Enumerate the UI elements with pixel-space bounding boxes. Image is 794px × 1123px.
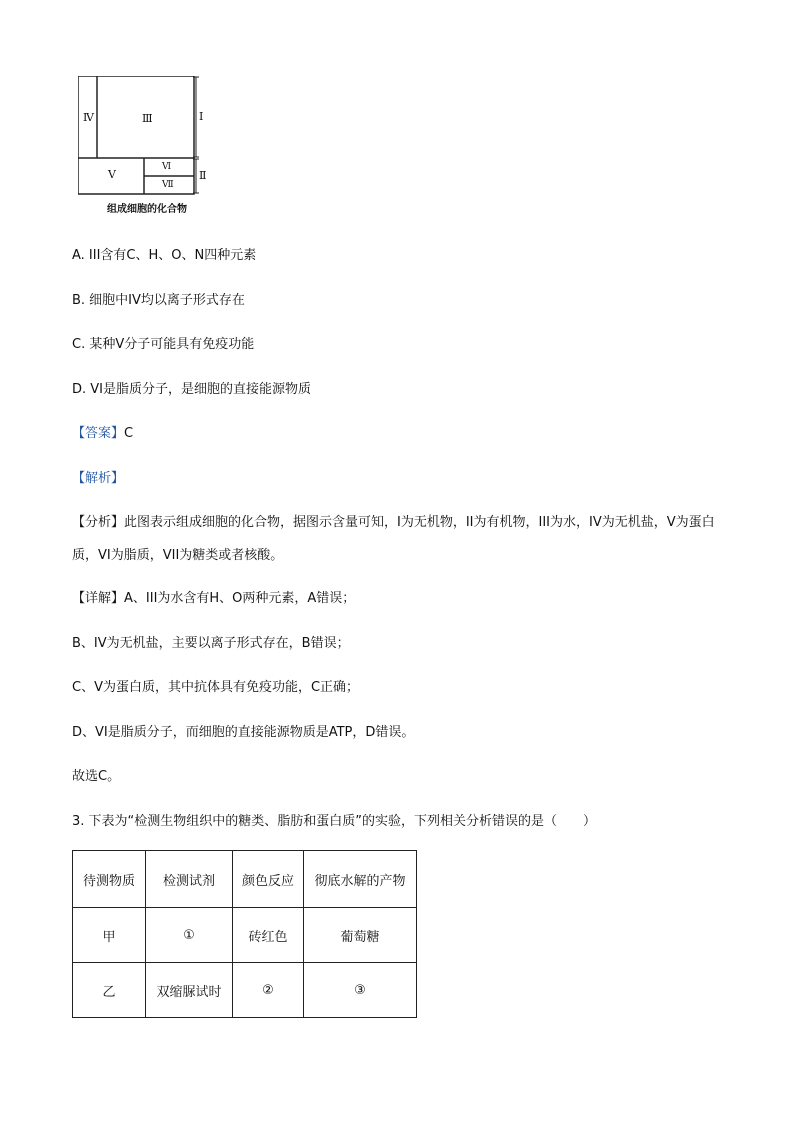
table-cell: ② xyxy=(233,963,304,1018)
compound-diagram xyxy=(78,76,218,216)
option-c: C. 某种V分子可能具有免疫功能 xyxy=(72,337,255,352)
diagram-caption: 组成细胞的化合物 xyxy=(107,204,187,215)
header-cell: 彻底水解的产物 xyxy=(304,851,417,908)
table-cell: 砖红色 xyxy=(233,908,304,963)
table-row xyxy=(73,908,417,963)
label-vi: Ⅵ xyxy=(162,162,172,172)
label-i: Ⅰ xyxy=(199,110,204,123)
table-cell: 乙 xyxy=(73,963,146,1018)
xiangjie-b: B、IV为无机盐，主要以离子形式存在，B错误； xyxy=(72,636,350,651)
analysis-heading xyxy=(72,471,124,487)
conclusion: 故选C。 xyxy=(72,769,121,784)
option-d: D. VI是脂质分子，是细胞的直接能源物质 xyxy=(72,382,312,397)
label-v: Ⅴ xyxy=(108,168,116,181)
label-vii: Ⅶ xyxy=(162,180,174,190)
label-ii: Ⅱ xyxy=(199,169,207,182)
xiangjie-a-text: A、III为水含有H、O两种元素，A错误； xyxy=(124,591,356,606)
question-3: 3. 下表为“检测生物组织中的糖类、脂肪和蛋白质”的实验，下列相关分析错误的是（ ） xyxy=(72,814,597,829)
xiangjie-c: C、V为蛋白质，其中抗体具有免疫功能，C正确； xyxy=(72,680,360,695)
answer-tag: 【答案】 xyxy=(72,426,125,441)
table-cell: ③ xyxy=(304,963,417,1018)
diagram-boxes xyxy=(78,76,218,216)
answer-line xyxy=(72,426,133,442)
header-cell: 待测物质 xyxy=(73,851,146,908)
table-cell: 双缩脲试时 xyxy=(146,963,233,1018)
label-iv: Ⅳ xyxy=(83,111,94,124)
fenxi-text: 此图表示组成细胞的化合物，据图示含量可知，I为无机物，II为有机物，III为水，IV为无机盐，V为蛋白质，VI为脂质，VII为糖类或者核酸。 xyxy=(72,515,715,563)
xiangjie-tag: 【详解】 xyxy=(72,591,125,606)
table-cell: 葡萄糖 xyxy=(304,908,417,963)
option-a: A. III含有C、H、O、N四种元素 xyxy=(72,248,257,263)
table-header-row xyxy=(73,851,417,908)
answer-value: C xyxy=(124,426,134,441)
table-cell: ① xyxy=(146,908,233,963)
option-b: B. 细胞中IV均以离子形式存在 xyxy=(72,293,245,308)
experiment-table xyxy=(72,850,417,1018)
header-cell: 颜色反应 xyxy=(233,851,304,908)
header-cell: 检测试剂 xyxy=(146,851,233,908)
table-row xyxy=(73,963,417,1018)
table-cell: 甲 xyxy=(73,908,146,963)
analysis-tag: 【解析】 xyxy=(72,471,125,486)
fenxi-tag: 【分析】 xyxy=(72,515,125,530)
label-iii: Ⅲ xyxy=(142,112,153,125)
xiangjie-a xyxy=(72,591,355,607)
xiangjie-d: D、VI是脂质分子，而细胞的直接能源物质是ATP，D错误。 xyxy=(72,725,415,740)
fenxi-paragraph xyxy=(72,506,722,572)
